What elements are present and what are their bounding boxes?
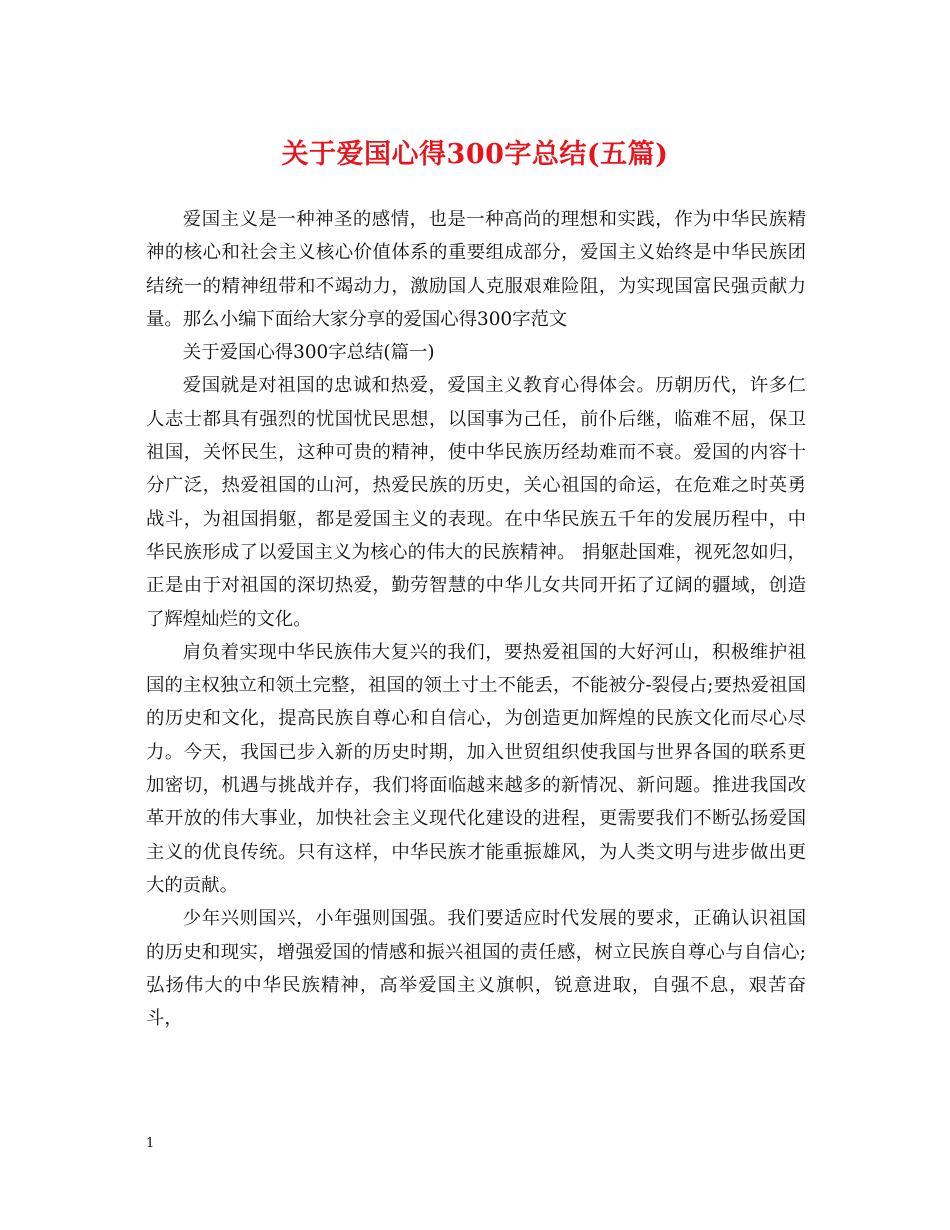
page-number: 1 (146, 1136, 155, 1151)
paragraph: 少年兴则国兴，小年强则国强。我们要适应时代发展的要求，正确认识祖国的历史和现实，增强爱国的情感和振兴祖国的责任感，树立民族自尊心与自信心;弘扬伟大的中华民族精神，高举爱国主义旗帜，锐意进取，自强不息，艰苦奋斗， (146, 908, 806, 1030)
document-body (146, 203, 806, 1035)
paragraph-intro: 爱国主义是一种神圣的感情，也是一种高尚的理想和实践，作为中华民族精神的核心和社会主义核心价值体系的重要组成部分，爱国主义始终是中华民族团结统一的精神纽带和不竭动力，激励国人克服艰难险阻，为实现国富民强贡献力量。那么小编下面给大家分享的爱国心得300字范文 (146, 209, 806, 330)
document-title: 关于爱国心得300字总结(五篇) (281, 139, 669, 170)
section-heading: 关于爱国心得300字总结(篇一) (182, 342, 435, 364)
paragraph: 爱国就是对祖国的忠诚和热爱，爱国主义教育心得体会。历朝历代，许多仁人志士都具有强烈的忧国忧民思想，以国事为己任，前仆后继，临难不屈，保卫祖国，关怀民生，这种可贵的精神，使中华民族历经劫难而不衰。爱国的内容十分广泛，热爱祖国的山河，热爱民族的历史，关心祖国的命运，在危难之时英勇战斗，为祖国捐躯，都是爱国主义的表现。在中华民族五千年的发展历程中，中华民族形成了以爱国主义为核心的伟大的民族精神。 捐躯赴国难，视死忽如归，正是由于对祖国的深切热爱，勤劳智慧的中华儿女共同开拓了辽阔的疆域，创造了辉煌灿烂的文化。 (146, 375, 806, 630)
paragraph: 肩负着实现中华民族伟大复兴的我们，要热爱祖国的大好河山，积极维护祖国的主权独立和领土完整，祖国的领土寸土不能丢，不能被分-裂侵占;要热爱祖国的历史和文化，提高民族自尊心和自信心，为创造更加辉煌的民族文化而尽心尽力。今天，我国已步入新的历史时期，加入世贸组织使我国与世界各国的联系更加密切，机遇与挑战并存，我们将面临越来越多的新情况、新问题。推进我国改革开放的伟大事业，加快社会主义现代化建设的进程，更需要我们不断弘扬爱国主义的优良传统。只有这样，中华民族才能重振雄风，为人类文明与进步做出更大的贡献。 (146, 641, 806, 896)
